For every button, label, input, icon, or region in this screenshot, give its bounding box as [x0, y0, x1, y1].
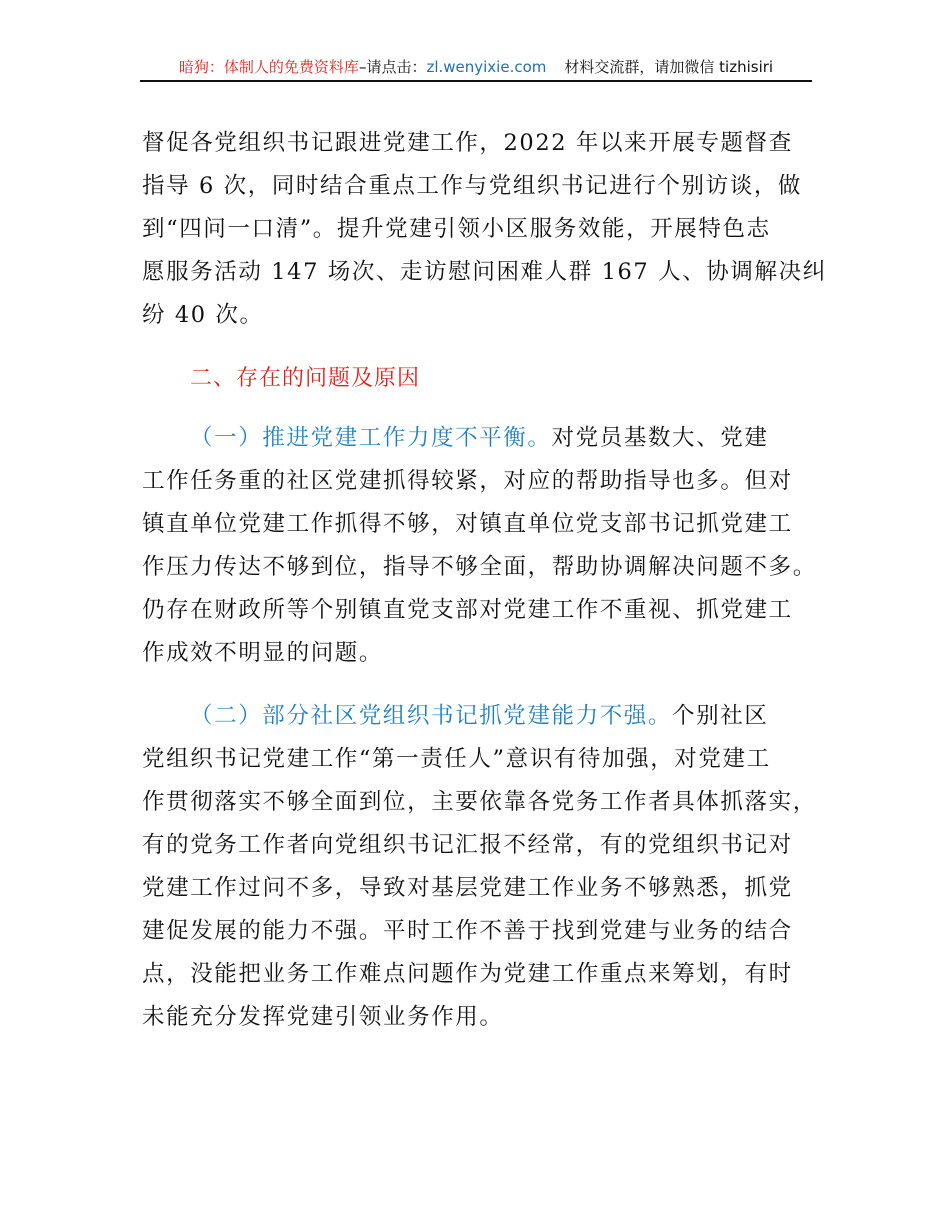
text-line: 建促发展的能力不强。平时工作不善于找到党建与业务的结合 — [142, 918, 793, 944]
text-line: 党组织书记党建工作“第一责任人”意识有待加强，对党建工 — [142, 746, 771, 772]
header-contact: 材料交流群，请加微信 tizhisiri — [564, 58, 774, 76]
subheading: （一）推进党建工作力度不平衡。 — [190, 425, 552, 451]
text-line: 点，没能把业务工作难点问题作为党建工作重点来筹划，有时 — [142, 961, 793, 987]
text-line: 作贯彻落实不够全面到位，主要依靠各党务工作者具体抓落实， — [142, 789, 817, 815]
subheading: （二）部分社区党组织书记抓党建能力不强。 — [190, 703, 673, 729]
text-line: 作压力传达不够到位，指导不够全面，帮助协调解决问题不多。 — [142, 554, 817, 580]
page-header — [140, 56, 812, 77]
text-line: 工作任务重的社区党建抓得较紧，对应的帮助指导也多。但对 — [142, 468, 793, 494]
text-line: 指导 6 次，同时结合重点工作与党组织书记进行个别访谈，做 — [142, 173, 803, 199]
header-divider — [140, 80, 812, 82]
section-heading: 二、存在的问题及原因 — [190, 366, 421, 391]
text-line: 党建工作过问不多，导致对基层党建工作业务不够熟悉，抓党 — [142, 875, 793, 901]
text-line: 纷 40 次。 — [142, 302, 264, 328]
header-prompt: –请点击： — [358, 58, 427, 76]
text-line: 到“四问一口清”。提升党建引领小区服务效能，开展特色志 — [142, 216, 771, 242]
text-line — [190, 423, 768, 453]
header-link[interactable]: zl.wenyixie.com — [426, 58, 547, 76]
text-line: 作成效不明显的问题。 — [142, 640, 384, 666]
text-line: 仍存在财政所等个别镇直党支部对党建工作不重视、抓党建工 — [142, 597, 793, 623]
text-run: 对党员基数大、党建 — [551, 425, 769, 451]
text-line: 督促各党组织书记跟进党建工作，2022 年以来开展专题督查 — [142, 130, 793, 156]
text-line: 镇直单位党建工作抓得不够，对镇直单位党支部书记抓党建工 — [142, 511, 793, 537]
header-brand: 暗狗：体制人的免费资料库 — [178, 58, 359, 76]
text-line: 未能充分发挥党建引领业务作用。 — [142, 1004, 504, 1030]
text-line: 愿服务活动 147 场次、走访慰问困难人群 167 人、协调解决纠 — [142, 259, 827, 285]
text-line: 有的党务工作者向党组织书记汇报不经常，有的党组织书记对 — [142, 832, 793, 858]
text-run: 个别社区 — [672, 703, 769, 729]
text-line — [190, 701, 768, 731]
